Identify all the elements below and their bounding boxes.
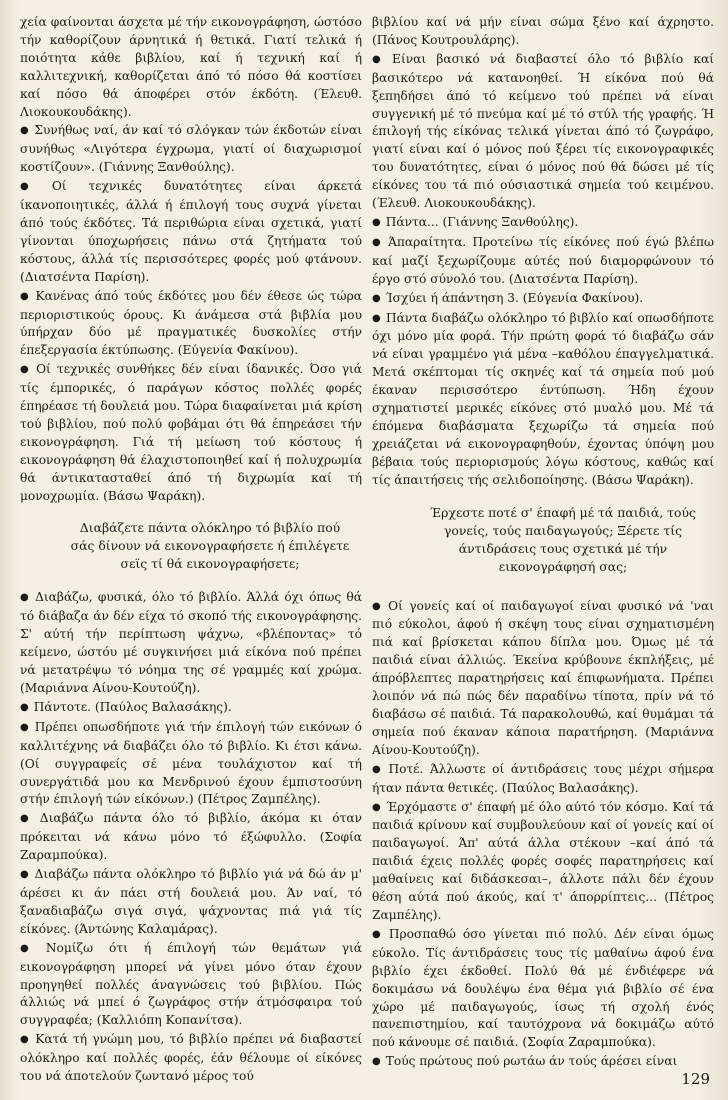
answer-paragraph: ● Πάντα διαβάζω ολόκληρο τό βιβλίο καί οπωσδήποτε όχι μόνο μία φορά. Τήν πρώτη φορά τό διαβάζω σάν νά είναι γραμμένο γιά μένα –καθόλου έπαγγελματικά. Μετά σκέπτομαι τίς σκηνές καί τά σημεία πού μού έκαναν περισσότερο έντύπωση. Ήδη έχουν σχηματιστεί μερικές είκόνες στό μυαλό μου. Μέ τά έπόμενα διαβάσματα ξεχωρίζω τά σημεία πού χρειάζεται νά εικονογραφηθούν, έχοντας ύπόψη μου βέβαια τούς περιορισμούς λόγω κόστους, καθώς καί τίς άπαιτήσεις τής σελιδοποίησης. (Βάσω Ψαράκη). (372, 310, 714, 490)
answer-paragraph: ● Συνήθως ναί, άν καί τό σλόγκαν τών έκδοτών είναι συνήθως «Λιγότερα έγχρωμα, γιατί οί διαχωρισμοί κοστίζουν». (Γιάννης Ξανθούλης). (20, 122, 362, 177)
answer-paragraph: ● Πάντοτε. (Παύλος Βαλασάκης). (20, 699, 362, 718)
answer-paragraph: ● Έρχόμαστε σ' έπαφή μέ όλο αύτό τόν κόσμο. Καί τά παιδιά κρίνουν καί συμβουλεύουν καί οί γονείς καί οί παιδαγωγοί. Άπ' αύτά άλλα στέκουν –καί άπό τά παιδιά έχεις πολλές φορές σοφές παρατηρήσεις καί μαθαίνεις καί διδάσκεσαι–, άλλοτε πάλι δέν έχουν θέση αύτά πού άκούς, καί τ' άπορρίπτεις... (Πέτρος Ζαμπέλης). (372, 799, 714, 925)
answer-paragraph: ● Διαβάζω, φυσικά, όλο τό βιβλίο. Άλλά όχι όπως θά τό διάβαζα άν δέν είχα τό σκοπό τής εικονογράφησης. Σ' αύτή τήν περίπτωση ψάχνω, «βλέποντας» τό κείμενο, ώστόυ μέ συγκινήσει μιά είκόνα πού πρέπει νά μετατρέψω τό νόημα της σέ γραμμές καί χρώμα. (Μαριάννα Αίνου-Κουτούζη). (20, 589, 362, 697)
answer-paragraph: ● Πάντα... (Γιάννης Ξανθούλης). (372, 214, 714, 233)
answer-paragraph: ● Οί τεχνικές συνθήκες δέν είναι ίδανικές. Όσο γιά τίς έμπορικές, ό παράγων κόστος πολλές φορές έπηρέασε τή δουλειά μου. Τώρα διαφαίνεται μιά κρίση τού βιβλίου, πού πολύ φοβάμαι ότι θά έπηρεάσει τήν εικονογράφηση. Γιά τή μείωση τού κόστους ή εικονογράφηση θά έλαχιστοποιηθεί καί ή πολυχρωμία θά άντικατασταθεί άπό τή διχρωμία καί τή μονοχρωμία. (Βάσω Ψαράκη). (20, 361, 362, 505)
answer-paragraph: ● Διαβάζω πάντα ολόκληρο τό βιβλίο γιά νά δώ άν μ' άρέσει κι άν πάει στή δουλειά μου. Άν ναί, τό ξαναδιαβάζω σιγά σιγά, ψάχνοντας πιά γιά τίς είκόνες. (Άντώνης Καλαμάρας). (20, 866, 362, 939)
answer-paragraph: χεία φαίνονται άσχετα μέ τήν εικονογράφηση, ώστόσο τήν καθορίζουν άρνητικά ή θετικά. Γιατί τελικά ή ποιότητα κάθε βιβλίου, καί ή τεχνική καί ή καλλιτεχνική, καθορίζεται άπό τό πόσο θά κοστίσει καί πόσο θά άποφέρει στόν έκδότη. (Έλευθ. Λιοκουκουδάκης). (20, 15, 362, 119)
answer-paragraph: ● Άπαραίτητα. Προτείνω τίς είκόνες πού έγώ βλέπω καί μαζί ξεχωρίζουμε αύτές πού διαμορφώνουν τό έργο στό σύνολό του. (Διατσέντα Παρίση). (372, 234, 714, 289)
left-top-answers (20, 14, 362, 505)
left-bottom-answers (20, 589, 362, 1085)
answer-paragraph: ● Οί γονείς καί οί παιδαγωγοί είναι φυσικό νά 'ναι πιό εύκολοι, άφού ή σκέψη τους είναι σχηματισμένη πιά καί βρίσκεται κάπου δίπλα μου. Όμως μέ τά παιδιά είναι άλλιώς. Έκείνα κρύβουνε έκπλήξεις, μέ άπρόβλεπτες παρατηρήσεις καί έπιφωνήματα. Πρέπει λοιπόν νά πώ πώς δέν παραδίνω τίποτα, πρίν νά τό διαβάσω σέ παιδιά. Τά παρακολουθώ, καί θυμάμαι τά σημεία πού έκαναν κάποια παρατήρηση. (Μαριάννα Αίνου-Κουτούζη). (372, 598, 714, 760)
interview-question: Έρχεστε ποτέ σ' έπαφή μέ τά παιδιά, τούς γονείς, τούς παιδαγωγούς; Ξέρετε τίς άντιδράσεις τους σχετικά μέ τήν εικονογράφησή σας; (430, 504, 696, 574)
answer-paragraph: ● Οί τεχνικές δυνατότητες είναι άρκετά ίκανοποιητικές, άλλά ή έπιλογή τους συχνά γίνεται άπό τούς έκδότες. Τά περιθώρια είναι σχετικά, γιατί γίνονται ύποχωρήσεις πάνω στά ζητήματα τού κόστους, άλλά τίς περισσότερες φορές μού φτάνουν. (Διατσέντα Παρίση). (20, 178, 362, 286)
page-number: 129 (681, 1070, 710, 1088)
right-top-answers (372, 14, 714, 490)
interview-question: Διαβάζετε πάντα ολόκληρο τό βιβλίο πού σάς δίνουν νά εικονογραφήσετε ή έπιλέγετε σεϊς τί θά εικονογραφήσετε; (70, 520, 350, 572)
answer-paragraph: ● Τούς πρώτους πού ρωτάω άν τούς άρέσει είναι (372, 1053, 714, 1072)
left-column (20, 14, 363, 1084)
answer-paragraph: ● Ίσχύει ή άπάντηση 3. (Εύγενία Φακίνου). (372, 290, 714, 309)
answer-paragraph: ● Ποτέ. Άλλωστε οί άντιδράσεις τους μέχρι σήμερα ήταν πάντα θετικές. (Παύλος Βαλασάκης). (372, 761, 714, 798)
answer-paragraph: βιβλίου καί νά μήν είναι σώμα ξένο καί άχρηστο. (Πάνος Κουτρουλάρης). (372, 15, 714, 47)
answer-paragraph: ● Πρέπει οπωσδήποτε γιά τήν έπιλογή τών εικόνων ό καλλιτέχνης νά διαβάζει όλο τό βιβλίο. Κι έτσι κάνω. (Οί συγγραφείς σέ μένα τουλάχιστον καί τή συνεργάτιδά μου κα Μενδρινού έχουν έμπιστοσύνη στήν έπιλογή τών είκόνων.) (Πέτρος Ζαμπέλης). (20, 719, 362, 810)
answer-paragraph: ● Κατά τή γνώμη μου, τό βιβλίο πρέπει νά διαβαστεί ολόκληρο καί πολλές φορές, έάν θέλουμε οί είκόνες του νά άποτελούν ζωντανό μέρος τού (20, 1031, 362, 1086)
answer-paragraph: ● Είναι βασικό νά διαβαστεί όλο τό βιβλίο καί βασικότερο νά κατανοηθεί. Ή είκόνα πού θά ξεπηδήσει άπό τό κείμενο τού πρέπει νά είναι συγγενική μέ τό πνεύμα καί μέ τό στύλ τής γραφής. Ή έπιλογή τής είκόνας τελικά γίνεται άπό τό ζωγράφο, γιατί είναι καί ό μόνος πού ξέρει τίς εικονογραφικές του δυνατότητες, είναι ό μόνος πού θά δώσει μέ τίς είκόνες του τά πιό ούσιαστικά σημεία τού κειμένου. (Έλευθ. Λιοκουκουδάκης). (372, 51, 714, 213)
answer-paragraph: ● Διαβάζω πάντα όλο τό βιβλίο, άκόμα κι όταν πρόκειται νά κάνω μόνο τό έξώφυλλο. (Σοφία Ζαραμπούκα). (20, 810, 362, 865)
right-column (372, 14, 714, 1074)
answer-paragraph: ● Προσπαθώ όσο γίνεται πιό πολύ. Δέν είναι όμως εύκολο. Τίς άντιδράσεις τους τίς μαθαίνω άφού ένα βιβλίο έχει έκδοθεί. Πολύ θά μέ ένδιέφερε νά δοκιμάσω νά δουλέψω ένα θέμα γιά βιβλίο σέ ένα χώρο μέ παιδαγωγούς, ίσως τή σχολή ένός πανεπιστημίου, καί ταυτόχρονα νά δοκιμάζω αύτό πού κάνουμε σέ παιδιά. (Σοφία Ζαραμπούκα). (372, 926, 714, 1052)
right-bottom-answers (372, 598, 714, 1073)
answer-paragraph: ● Νομίζω ότι ή έπιλογή τών θεμάτων γιά εικονογράφηση μπορεί νά γίνει μόνο όταν έχουν προηγηθεί πολλές άναγνώσεις τού βιβλίου. Πώς άλλιώς νά μπεί ό ζωγράφος στήν άτμόσφαιρα τού συγγραφέα; (Καλλιόπη Κοπανίτσα). (20, 940, 362, 1031)
answer-paragraph: ● Κανένας άπό τούς έκδότες μου δέν έθεσε ώς τώρα περιοριστικούς όρους. Κι άνάμεσα στά βιβλία μου ύπήρχαν δύο μέ πραγματικές δυσκολίες στήν έπεξεργασία έκτύπωσης. (Εύγενία Φακίνου). (20, 288, 362, 361)
